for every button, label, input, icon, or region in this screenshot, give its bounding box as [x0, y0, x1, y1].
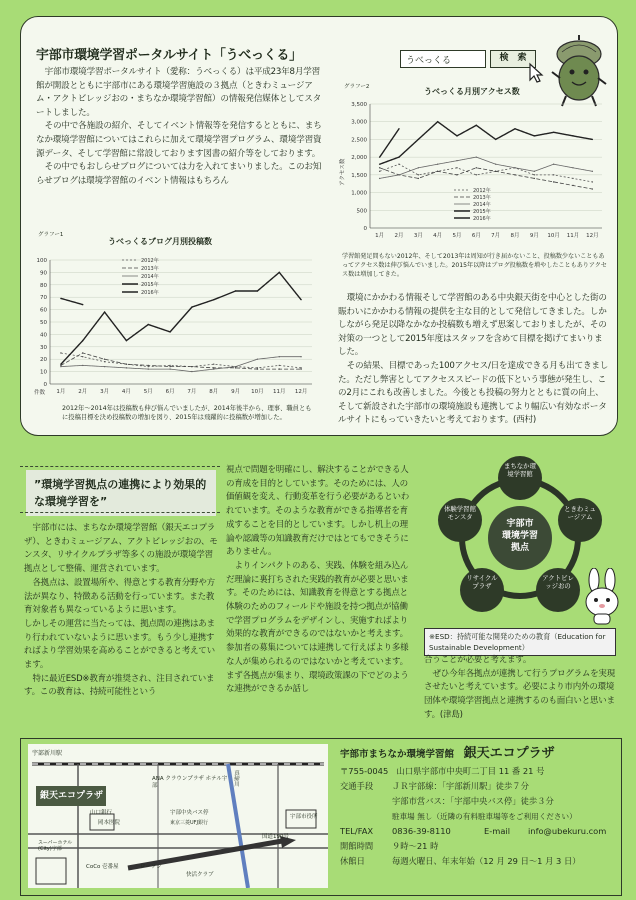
data-point	[553, 132, 554, 133]
middle-col1-paragraph-2: 各拠点は、設置場所や、得意とする教育分野や方法が異なり、特徴ある活動を行っています。また教育対象者も異なっているように思います。	[24, 577, 215, 616]
data-point	[437, 171, 438, 172]
data-point	[379, 171, 380, 172]
legend-label: 2012年	[141, 258, 159, 264]
series-line-2016年	[61, 298, 83, 304]
data-point	[418, 167, 419, 168]
data-point	[553, 181, 554, 182]
y-tick-label: 100	[36, 258, 47, 264]
data-point	[456, 174, 457, 175]
data-point	[104, 359, 105, 360]
data-point	[379, 156, 380, 157]
x-tick-label: 5月	[143, 389, 153, 395]
series-line-2015年	[61, 272, 301, 364]
x-tick-label: 1月	[56, 389, 66, 395]
data-point	[60, 365, 61, 366]
data-point	[495, 164, 496, 165]
data-point	[60, 352, 61, 353]
top-paragraph-2: その中で各施設の紹介、そしてイベント情報等を発信するとともに、まちなか環境学習館についてはこれらに加えて環境学習プログラム、環境学習資源データ、そして学習館に常設しております図書の紹介等をしております。	[36, 121, 322, 159]
y-tick-label: 3,000	[351, 119, 367, 126]
data-point	[437, 164, 438, 165]
x-tick-label: 11月	[273, 389, 286, 395]
legend-label: 2013年	[473, 195, 491, 201]
series-line-2014年	[61, 357, 301, 372]
access-row-1	[340, 779, 616, 794]
data-point	[213, 368, 214, 369]
middle-heading	[26, 470, 216, 516]
data-point	[104, 366, 105, 367]
y-tick-label: 40	[40, 332, 47, 339]
data-point	[60, 298, 61, 299]
cursor-icon	[528, 62, 546, 84]
diagram-node-1-label: まちなか環境学習館	[504, 462, 536, 478]
series-line-2012年	[61, 353, 301, 368]
closed-label: 休館日	[340, 856, 365, 866]
data-point	[148, 368, 149, 369]
series-line-2013年	[380, 168, 593, 189]
data-point	[534, 171, 535, 172]
chart-access-title: うべっくる月別アクセス数	[424, 87, 520, 96]
y-tick-label: 50	[40, 320, 47, 326]
data-point	[534, 174, 535, 175]
y-tick-label: 3,500	[351, 102, 367, 108]
y-tick-label: 1,500	[351, 172, 367, 179]
data-point	[495, 171, 496, 172]
data-point	[495, 139, 496, 140]
middle-col3-paragraph-2: ぜひ今年各拠点が連携して行うプログラムを実現させたいと考えています。必要により市内外の環境団体や環境学習拠点と連携するのも面白いと思います。(津島)	[424, 668, 616, 720]
address: 〒755-0045 山口県宇部市中央町二丁目 11 番 21 号	[340, 766, 545, 776]
contact-row	[340, 824, 616, 839]
legend-label: 2014年	[473, 202, 491, 208]
x-tick-label: 3月	[413, 233, 423, 239]
data-point	[169, 368, 170, 369]
top-right-text	[338, 292, 610, 428]
data-point	[257, 359, 258, 360]
middle-heading-text: ”環境学習拠点の連携により効果的な環境学習を”	[26, 470, 216, 516]
data-point	[148, 366, 149, 367]
access-map	[28, 744, 328, 888]
map-label-kaikatsu: 快活クラブ	[186, 872, 214, 878]
data-point	[126, 340, 127, 341]
y-tick-label: 30	[40, 344, 47, 351]
data-point	[514, 128, 515, 129]
diagram-node-4-label: リサイクルプラザ	[466, 574, 498, 590]
chart-blog-y-unit: 件数	[34, 390, 46, 396]
email-link[interactable]: info@ubekuru.com	[528, 826, 607, 836]
data-point	[300, 367, 301, 368]
map-label-ginten: 銀天エコプラザ	[40, 791, 104, 801]
data-point	[592, 181, 593, 182]
data-point	[476, 167, 477, 168]
chart-blog	[30, 246, 322, 402]
map-label-okamoto: 岡本医院	[98, 820, 121, 826]
x-tick-label: 9月	[529, 233, 539, 239]
data-point	[572, 178, 573, 179]
chart-blog-label: グラフー1	[38, 232, 64, 238]
org-name: 銀天エコプラザ	[463, 746, 555, 761]
map-label-yamaguchi-bank: 山口銀行	[90, 810, 113, 816]
x-tick-label: 10月	[251, 389, 264, 395]
data-point	[300, 368, 301, 369]
chart-access-y-unit: アクセス数	[340, 158, 346, 186]
data-point	[126, 367, 127, 368]
map-label-station: 宇部新川駅	[32, 750, 63, 757]
data-point	[213, 299, 214, 300]
map-label-river: 真締川	[233, 770, 239, 787]
y-tick-label: 2,000	[351, 155, 367, 162]
data-point	[534, 135, 535, 136]
data-point	[235, 290, 236, 291]
x-tick-label: 12月	[294, 389, 308, 395]
data-point	[456, 135, 457, 136]
data-point	[279, 368, 280, 369]
x-tick-label: 4月	[121, 389, 131, 395]
map-label-coco: CoCo 壱番屋	[86, 864, 119, 870]
data-point	[592, 171, 593, 172]
data-point	[398, 128, 399, 129]
data-point	[279, 356, 280, 357]
closed-row	[340, 854, 616, 869]
data-point	[235, 367, 236, 368]
data-point	[82, 356, 83, 357]
data-point	[437, 121, 438, 122]
x-tick-label: 9月	[231, 389, 241, 395]
search-input[interactable]: うべっくる	[400, 50, 486, 68]
data-point	[418, 178, 419, 179]
access-label: 交通手段	[340, 781, 374, 791]
x-tick-label: 6月	[165, 389, 175, 395]
data-point	[476, 156, 477, 157]
data-point	[592, 139, 593, 140]
y-tick-label: 2,500	[351, 137, 367, 144]
data-point	[82, 304, 83, 305]
x-tick-label: 4月	[433, 233, 443, 239]
data-point	[300, 356, 301, 357]
data-point	[476, 125, 477, 126]
data-point	[213, 367, 214, 368]
parking-row	[340, 809, 616, 824]
data-point	[456, 160, 457, 161]
middle-col1-paragraph-1: 宇部市には、まちなか環境学習館（銀天エコプラザ）、ときわミュージアム、アクトビレッジおの、モンスタ、リサイクルプラザ等多くの施設が環境学習拠点として整備、運営されています。	[24, 523, 218, 575]
x-tick-label: 1月	[375, 233, 385, 239]
hours-label: 開館時間	[340, 841, 374, 851]
data-point	[60, 366, 61, 367]
email-label: E-mail	[484, 826, 511, 836]
x-tick-label: 3月	[100, 389, 110, 395]
top-paragraph-1: 宇部市環境学習ポータルサイト（愛称：うべっくる）は平成23年8月学習館が開設とともに宇部市にある環境学習施設の３拠点（ときわミュージアム・アクトビレッジおの・まちなか環境学習館）の情報発信媒体としてスタートしました。	[36, 67, 322, 118]
chart-access-caption: 学習館発足間もない2012年、そして2013年は周知が行き届かないこと、投稿数少ないこともあってアクセス数は伸び悩んでいました。2015年以降はブログ投稿数を増やしたこともありアクセス数は増加してきた。	[342, 253, 607, 278]
diagram-center-label: 宇部市 環境学習 拠点	[501, 519, 538, 553]
chart-blog-title: うべっくるブログ月別投稿数	[108, 237, 212, 246]
x-tick-label: 2月	[78, 389, 88, 395]
data-point	[104, 361, 105, 362]
data-point	[82, 352, 83, 353]
legend-label: 2014年	[141, 274, 159, 280]
y-tick-label: 80	[40, 282, 47, 289]
data-point	[191, 306, 192, 307]
hours-row	[340, 839, 616, 854]
y-tick-label: 20	[40, 357, 47, 364]
data-point	[148, 365, 149, 366]
series-line-2014年	[380, 157, 593, 178]
legend-label: 2012年	[473, 188, 491, 194]
data-point	[514, 174, 515, 175]
x-tick-label: 8月	[510, 233, 520, 239]
data-point	[398, 164, 399, 165]
x-tick-label: 6月	[471, 233, 481, 239]
data-point	[169, 366, 170, 367]
diagram-node-2-label: ときわミュージアム	[564, 505, 596, 521]
map-label-mufg: 東京三菱UFJ銀行	[170, 820, 209, 826]
data-point	[398, 156, 399, 157]
x-tick-label: 7月	[187, 389, 197, 395]
divider-left	[20, 466, 220, 467]
series-line-2012年	[380, 164, 593, 182]
divider-left-bottom	[20, 512, 220, 513]
data-point	[300, 299, 301, 300]
org-prefix: 宇部市まちなか環境学習館	[340, 749, 455, 760]
data-point	[398, 174, 399, 175]
data-point	[279, 272, 280, 273]
x-tick-label: 10月	[547, 233, 560, 239]
middle-col1-paragraph-4: 特に最近ESD※教育が推奨され、注目されています。この教育は、持続可能性という	[24, 673, 215, 698]
middle-column-3	[424, 654, 618, 723]
data-point	[592, 188, 593, 189]
chart-access-label: グラフー2	[344, 84, 370, 90]
x-tick-label: 8月	[209, 389, 219, 395]
data-point	[126, 363, 127, 364]
data-point	[257, 368, 258, 369]
diagram-node-3-label: アクトビレッジおの	[542, 574, 574, 590]
parking: 駐車場 無し（近隣の有料駐車場等をご利用ください）	[392, 812, 577, 821]
y-tick-label: 1,000	[351, 190, 367, 197]
data-point	[82, 365, 83, 366]
data-point	[235, 366, 236, 367]
data-point	[82, 340, 83, 341]
top-right-paragraph-2: その結果、目標であった100アクセス/日を達成できる月も出てきました。ただし弊害としてアクセススピードの低下という事態が発生し、この2月にこれも改善しました。今後とも投稿の努力とともに質の向上、そして新設された宇部市の環境施設も連携してより幅広い有効なポータルサイトにもっていきたいと考えております。(西村)	[338, 360, 609, 426]
data-point	[418, 174, 419, 175]
chart-access	[336, 96, 612, 250]
map-label-city-hall: 宇部市役所	[290, 814, 318, 820]
x-tick-label: 12月	[586, 233, 599, 239]
data-point	[60, 363, 61, 364]
data-point	[169, 365, 170, 366]
top-intro-text	[36, 66, 326, 188]
data-point	[553, 164, 554, 165]
page-title: 宇部市環境学習ポータルサイト「うべっくる」	[36, 48, 302, 63]
data-point	[191, 366, 192, 367]
y-tick-label: 10	[40, 369, 47, 376]
data-point	[169, 331, 170, 332]
data-point	[379, 164, 380, 165]
legend-label: 2015年	[141, 282, 159, 288]
map-label-lawson: ローソン	[140, 864, 162, 870]
data-point	[279, 365, 280, 366]
data-point	[534, 178, 535, 179]
y-tick-label: 70	[40, 295, 47, 302]
closed: 毎週火曜日、年末年始（12 月 29 日～1 月 3 日）	[392, 856, 581, 866]
middle-col3-paragraph-1: 合うことが必要と考えます。	[424, 655, 532, 665]
x-tick-label: 7月	[491, 233, 501, 239]
y-tick-label: 500	[356, 208, 367, 215]
y-tick-label: 90	[40, 270, 47, 277]
info-block	[340, 764, 616, 869]
middle-col2-paragraph-2: よりインパクトのある、実践、体験を組み込んだ理論に裏打ちされた実践的教育が必要と思います。そのためには、知識教育を得意とする拠点と体験のためのフィールドや施設を持つ拠点が協働で学習プログラムをデザインし、実施すればより効果的な教育ができるのではないかと考えます。参加者の募集については連携して行えばより多様な人が集められるのではないかと考えています。まず各拠点が集まり、環境政策課の下でどのような連携ができるか話し	[226, 560, 409, 695]
data-point	[514, 167, 515, 168]
series-line-2016年	[380, 129, 399, 157]
middle-column-1	[24, 522, 218, 700]
rabbit-mascot-icon	[580, 568, 624, 626]
legend-label: 2015年	[473, 209, 491, 215]
search-button[interactable]: 検 索	[490, 50, 536, 68]
map-label-ana: ANA クラウンプラザ ホテル宇部	[152, 776, 228, 789]
data-point	[104, 311, 105, 312]
middle-col1-paragraph-3: しかしその運営に当たっては、拠点間の連携はあまり行われていないように思います。もう少し連携すればより学習効果を高めることができると考えています。	[24, 618, 215, 671]
map-label-route190: 国道190号	[262, 834, 289, 840]
data-point	[418, 139, 419, 140]
tel: 0836-39-8110	[392, 826, 451, 836]
tel-label: TEL/FAX	[340, 826, 374, 836]
y-tick-label: 0	[43, 382, 47, 388]
esd-note: ※ESD：持続可能な開発のための教育（Education for Sustainable Development）	[424, 628, 616, 656]
data-point	[572, 167, 573, 168]
data-point	[379, 178, 380, 179]
data-point	[379, 167, 380, 168]
data-point	[553, 174, 554, 175]
hours: ９時～21 時	[392, 841, 439, 851]
middle-column-2	[226, 464, 414, 697]
access-jr: ＪＲ宇部線：「宇部新川駅」徒歩７分	[392, 781, 529, 791]
y-tick-label: 60	[40, 307, 47, 314]
map-label-super-hotel: スーパーホテル(City)宇部	[38, 840, 73, 852]
data-point	[257, 290, 258, 291]
x-tick-label: 2月	[394, 233, 404, 239]
y-tick-label: 0	[363, 226, 367, 232]
x-tick-label: 11月	[566, 233, 580, 239]
diagram-node-5-label: 体験学習館モンスタ	[444, 505, 476, 521]
map-label-bus-stop: 宇部中央バス停	[170, 810, 209, 816]
legend-label: 2013年	[141, 266, 159, 272]
data-point	[213, 363, 214, 364]
top-paragraph-3: その中でもおしらせブログについては力を入れてまいりました。このお知らせブログは環境学習館のイベント情報はもちろん	[36, 162, 322, 186]
chart-blog-caption: 2012年～2014年は投稿数も伸び悩んでいましたが、2014年後半から、理事、職員ともに投稿目標を決め投稿数の増加を図り、2015年は飛躍的に投稿数が増加した。	[62, 405, 312, 421]
series-line-2015年	[380, 122, 593, 165]
data-point	[476, 174, 477, 175]
access-bus: 宇部市営バス：「宇部中央バス停」徒歩３分	[392, 796, 554, 806]
org-line	[340, 742, 555, 761]
data-point	[456, 167, 457, 168]
data-point	[572, 185, 573, 186]
x-tick-label: 5月	[452, 233, 462, 239]
top-right-paragraph-1: 環境にかかわる情報そして学習館のある中央銀天街を中心とした街の賑わいにかかわる情報の提供を主な目的として発信してきました。しかしながら発足以降なかなか投稿数も増えず思案しておりましたが、その対策の一つとして2015年度はスタッフを含めて目標を掲げてまいりました。	[338, 293, 607, 358]
access-row-2	[340, 794, 616, 809]
data-point	[572, 135, 573, 136]
legend-label: 2016年	[473, 216, 491, 222]
data-point	[257, 367, 258, 368]
data-point	[148, 324, 149, 325]
middle-col2-paragraph-1: 視点で問題を明確にし、解決することができる人の育成を目的としています。そのためには、人の価値観を変え、行動変革を行う必要があるといわれています。そのような教育ができる指導者を育成することを目的としています。しかし机上の理論や認識等の知識教育だけではとてもできそうにありません。	[226, 465, 410, 558]
legend-label: 2016年	[141, 290, 159, 296]
data-point	[191, 371, 192, 372]
